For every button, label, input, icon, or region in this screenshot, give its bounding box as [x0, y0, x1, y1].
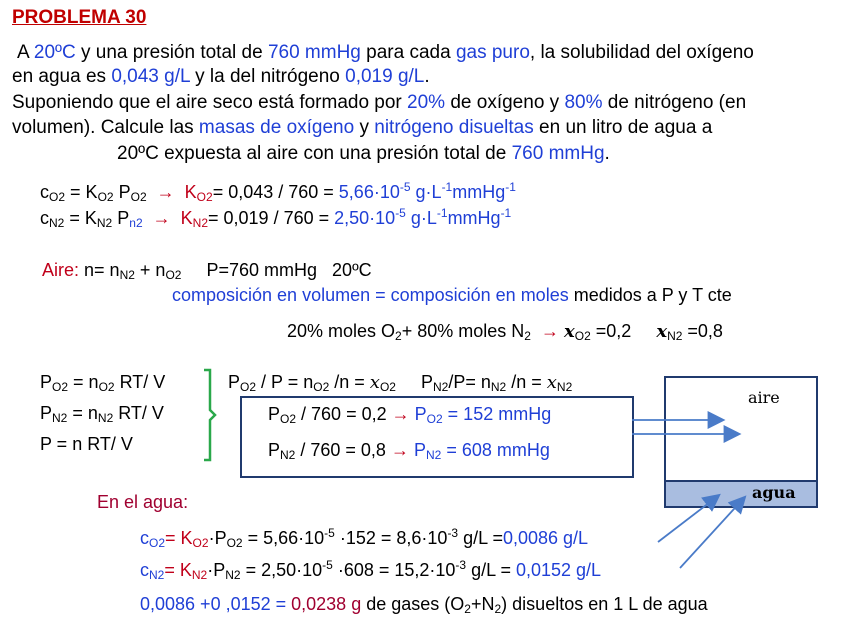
diagram-label-aire: aire [748, 388, 780, 407]
mole-fractions: 20% moles $O_2+ 80\%$ moles $N_2 \to x_{O2} =0,2$ $x_{N2} =0,8$ [287, 321, 723, 343]
total-dissolved: 0,0086 +0 ,0152 = 0,0238 g de gases $(O_2+N_2)$ disueltos en 1 L de agua [140, 594, 708, 616]
c-o2-calculation: $c_{O2}= K_{O2}\cdot P_{O2} = 5,66\cdot 10^{-5} \cdot 152 = 8,6\cdot 10^{-3}$ g/L =0,0086 g/L [140, 526, 589, 550]
p-o2-result: $P_{O2} / 760 = 0,2 \to P_{O2} = 152$ mmHg [268, 404, 552, 426]
arrow-icon: → [156, 182, 175, 202]
intro-line-2: en agua es 0,043 g/L y la del nitrógeno 0,019 g/L. [12, 66, 430, 87]
intro-line-1: A 20ºC y una presión total de 760 mmHg para cada gas puro, la solubilidad del oxígeno [17, 42, 754, 63]
gas-law-total: P = n RT/ V [40, 434, 133, 454]
henry-n2-equation: $c_{N2} = K_{N2}$ $P_{n2} \to K_{N2}= 0,019 / 760 = 2,50\cdot 10^{-5}$ $g\cdot L^{-1}mmHg^{-1}$ [40, 206, 512, 230]
p-n2-result: $P_{N2} / 760 = 0,8 \to P_{N2} = 608$ mmHg [268, 440, 550, 462]
intro-line-3: Suponiendo que el aire seco está formado por 20% de oxígeno y 80% de nitrógeno (en [12, 92, 747, 113]
gas-law-o2: $P_{O2} = n_{O2}$ RT/ V [40, 372, 166, 394]
en-el-agua-label: En el agua: [97, 492, 189, 512]
arrow-icon: → [152, 208, 171, 228]
aire-equation: Aire: $n= n_{N2} + n_{O2}$ P=760 mmHg 20ºC [42, 260, 372, 282]
arrow-icon: → [541, 321, 559, 341]
intro-line-4: volumen). Calcule las masas de oxígeno y nitrógeno disueltas en un litro de agua a [12, 117, 713, 138]
arrow-icon: → [390, 440, 409, 460]
gas-law-n2: $P_{N2} = n_{N2}$ RT/ V [40, 403, 164, 425]
arrow-icon: → [391, 404, 410, 424]
partial-pressure-ratios: $P_{O2} / P = n_{O2}$ $/n = x_{O2}$ $P_{N2}/P= n_{N2}$ $/n = x_{N2}$ [228, 372, 573, 394]
intro-line-5: 20ºC expuesta al aire con una presión total de 760 mmHg. [117, 143, 610, 164]
composition-note: composición en volumen = composición en moles medidos a P y T cte [172, 285, 732, 305]
henry-o2-equation: $c_{O2} = K_{O2}$ $P_{O2} \to K_{O2}= 0,043 / 760 = 5,66\cdot 10^{-5}$ $g\cdot L^{-1}mmHg^{-1}$ [40, 180, 516, 204]
problem-title: PROBLEMA 30 [12, 7, 147, 28]
c-n2-calculation: $c_{N2}= K_{N2}\cdot P_{N2} = 2,50\cdot 10^{-5} \cdot 608 = 15,2\cdot 10^{-3}$ g/L = 0,0152 g/L [140, 558, 602, 582]
diagram-label-agua: agua [752, 483, 796, 502]
